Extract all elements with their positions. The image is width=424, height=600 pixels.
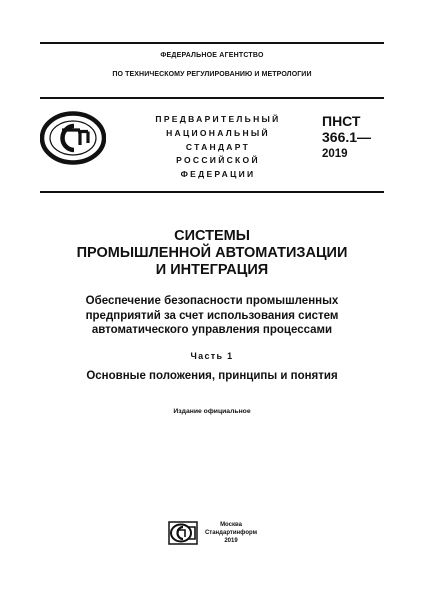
agency-line-1: ФЕДЕРАЛЬНОЕ АГЕНТСТВО <box>160 52 264 59</box>
title-line: И ИНТЕГРАЦИЯ <box>155 262 269 278</box>
standard-code-prefix: ПНСТ <box>322 113 361 129</box>
subtitle-line: автоматического управления процессами <box>91 324 333 336</box>
part-title: Основные положения, принципы и понятия <box>86 370 338 382</box>
publisher-block <box>200 521 262 545</box>
status-line: НАЦИОНАЛЬНЫЙ <box>166 127 270 138</box>
publisher-year: 2019 <box>224 538 238 544</box>
status-line: РОССИЙСКОЙ <box>176 155 260 166</box>
standard-year: 2019 <box>322 148 348 160</box>
status-line: ФЕДЕРАЦИИ <box>180 169 256 180</box>
title-line: ПРОМЫШЛЕННОЙ АВТОМАТИЗАЦИИ <box>76 245 348 261</box>
edition-note: Издание официальное <box>173 408 251 415</box>
standard-code-number: 366.1— <box>322 129 372 145</box>
top-rule <box>40 42 384 44</box>
standard-code <box>322 113 371 162</box>
standard-status <box>142 113 294 182</box>
title-line: СИСТЕМЫ <box>174 228 250 244</box>
publisher-name: Стандартинформ <box>204 530 258 536</box>
status-line: СТАНДАРТ <box>185 141 251 152</box>
title-rule <box>40 191 384 193</box>
agency-line-2: ПО ТЕХНИЧЕСКОМУ РЕГУЛИРОВАНИЮ И МЕТРОЛОГИИ <box>112 71 312 78</box>
part-label: Часть 1 <box>190 351 234 361</box>
gost-r-emblem-icon <box>40 111 106 165</box>
document-subtitle <box>40 294 384 338</box>
subtitle-line: предприятий за счет использования систем <box>85 309 339 322</box>
status-line: ПРЕДВАРИТЕЛЬНЫЙ <box>155 114 281 124</box>
publisher-city: Москва <box>220 522 242 528</box>
header-rule <box>40 97 384 99</box>
document-title <box>40 228 384 279</box>
standartinform-logo-icon <box>168 521 198 545</box>
subtitle-line: Обеспечение безопасности промышленных <box>85 295 339 307</box>
